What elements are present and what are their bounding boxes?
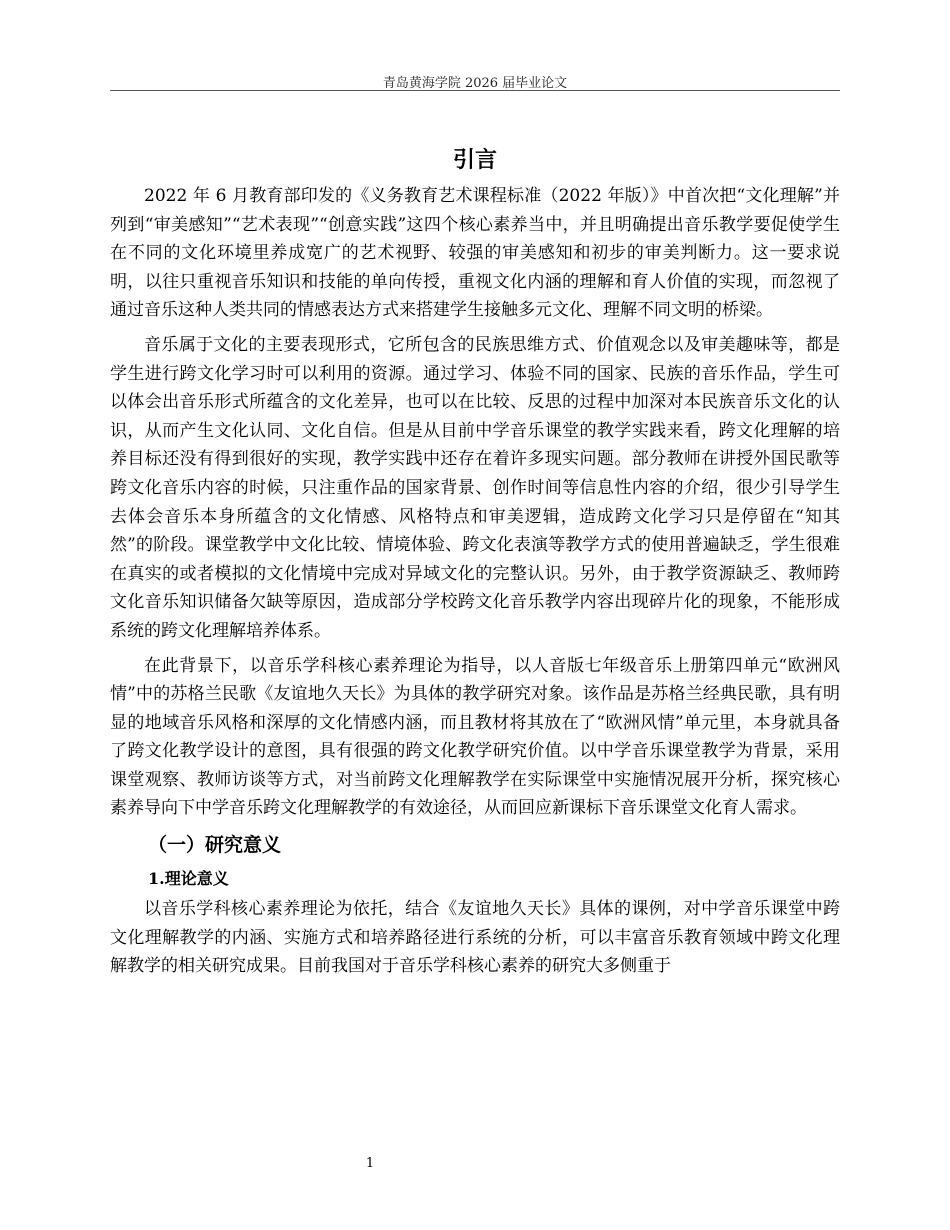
paragraph-4: 以音乐学科核心素养理论为依托，结合《友谊地久天长》具体的课例，对中学音乐课堂中跨文化理解教学的内涵、实施方式和培养路径进行系统的分析，可以丰富音乐教育领域中跨文化理解教学的相关研究成果。目前我国对于音乐学科核心素养的研究大多侧重于 [110, 899, 840, 977]
section-heading: （一）研究意义 [148, 834, 282, 857]
page-header: 青岛黄海学院 2026 届毕业论文 [382, 76, 568, 91]
document-title: 引言 [452, 147, 497, 173]
document-body [110, 140, 840, 981]
paragraph-1: 2022 年 6 月教育部印发的《义务教育艺术课程标准（2022 年版）》中首次把“文化理解”并列到“审美感知”“艺术表现”“创意实践”这四个核心素养当中，并且明确提出音乐教学要促使学生在不同的文化环境里养成宽广的艺术视野、较强的审美感知和初步的审美判断力。这一要求说明，以往只重视音乐知识和技能的单向传授，重视文化内涵的理解和育人价值的实现，而忽视了通过音乐这种人类共同的情感表达方式来搭建学生接触多元文化、理解不同文明的桥梁。 [110, 186, 840, 321]
paragraph-3: 在此背景下，以音乐学科核心素养理论为指导，以人音版七年级音乐上册第四单元“欧洲风情”中的苏格兰民歌《友谊地久天长》为具体的教学研究对象。该作品是苏格兰经典民歌，具有明显的地域音乐风格和深厚的文化情感内涵，而且教材将其放在了“欧洲风情”单元里，本身就具备了跨文化教学设计的意图，具有很强的跨文化教学研究价值。以中学音乐课堂教学为背景，采用课堂观察、教师访谈等方式，对当前跨文化理解教学在实际课堂中实施情况展开分析，探究核心素养导向下中学音乐跨文化理解教学的有效途径，从而回应新课标下音乐课堂文化育人需求。 [110, 655, 840, 819]
paragraph-2: 音乐属于文化的主要表现形式，它所包含的民族思维方式、价值观念以及审美趣味等，都是学生进行跨文化学习时可以利用的资源。通过学习、体验不同的国家、民族的音乐作品，学生可以体会出音乐形式所蕴含的文化差异，也可以在比较、反思的过程中加深对本民族音乐文化的认识，从而产生文化认同、文化自信。但是从目前中学音乐课堂的教学实践来看，跨文化理解的培养目标还没有得到很好的实现，教学实践中还存在着许多现实问题。部分教师在讲授外国民歌等跨文化音乐内容的时候，只注重作品的国家背景、创作时间等信息性内容的介绍，很少引导学生去体会音乐本身所蕴含的文化情感、风格特点和审美逻辑，造成跨文化学习只是停留在“知其然”的阶段。课堂教学中文化比较、情境体验、跨文化表演等教学方式的使用普遍缺乏，学生很难在真实的或者模拟的文化情境中完成对异域文化的完整认识。另外，由于教学资源缺乏、教师跨文化音乐知识储备欠缺等原因，造成部分学校跨文化音乐教学内容出现碎片化的现象，不能形成系统的跨文化理解培养体系。 [110, 334, 840, 641]
header-rule [110, 90, 840, 91]
page-number: 1 [365, 1156, 375, 1171]
subsection-heading: 1.理论意义 [148, 869, 229, 889]
